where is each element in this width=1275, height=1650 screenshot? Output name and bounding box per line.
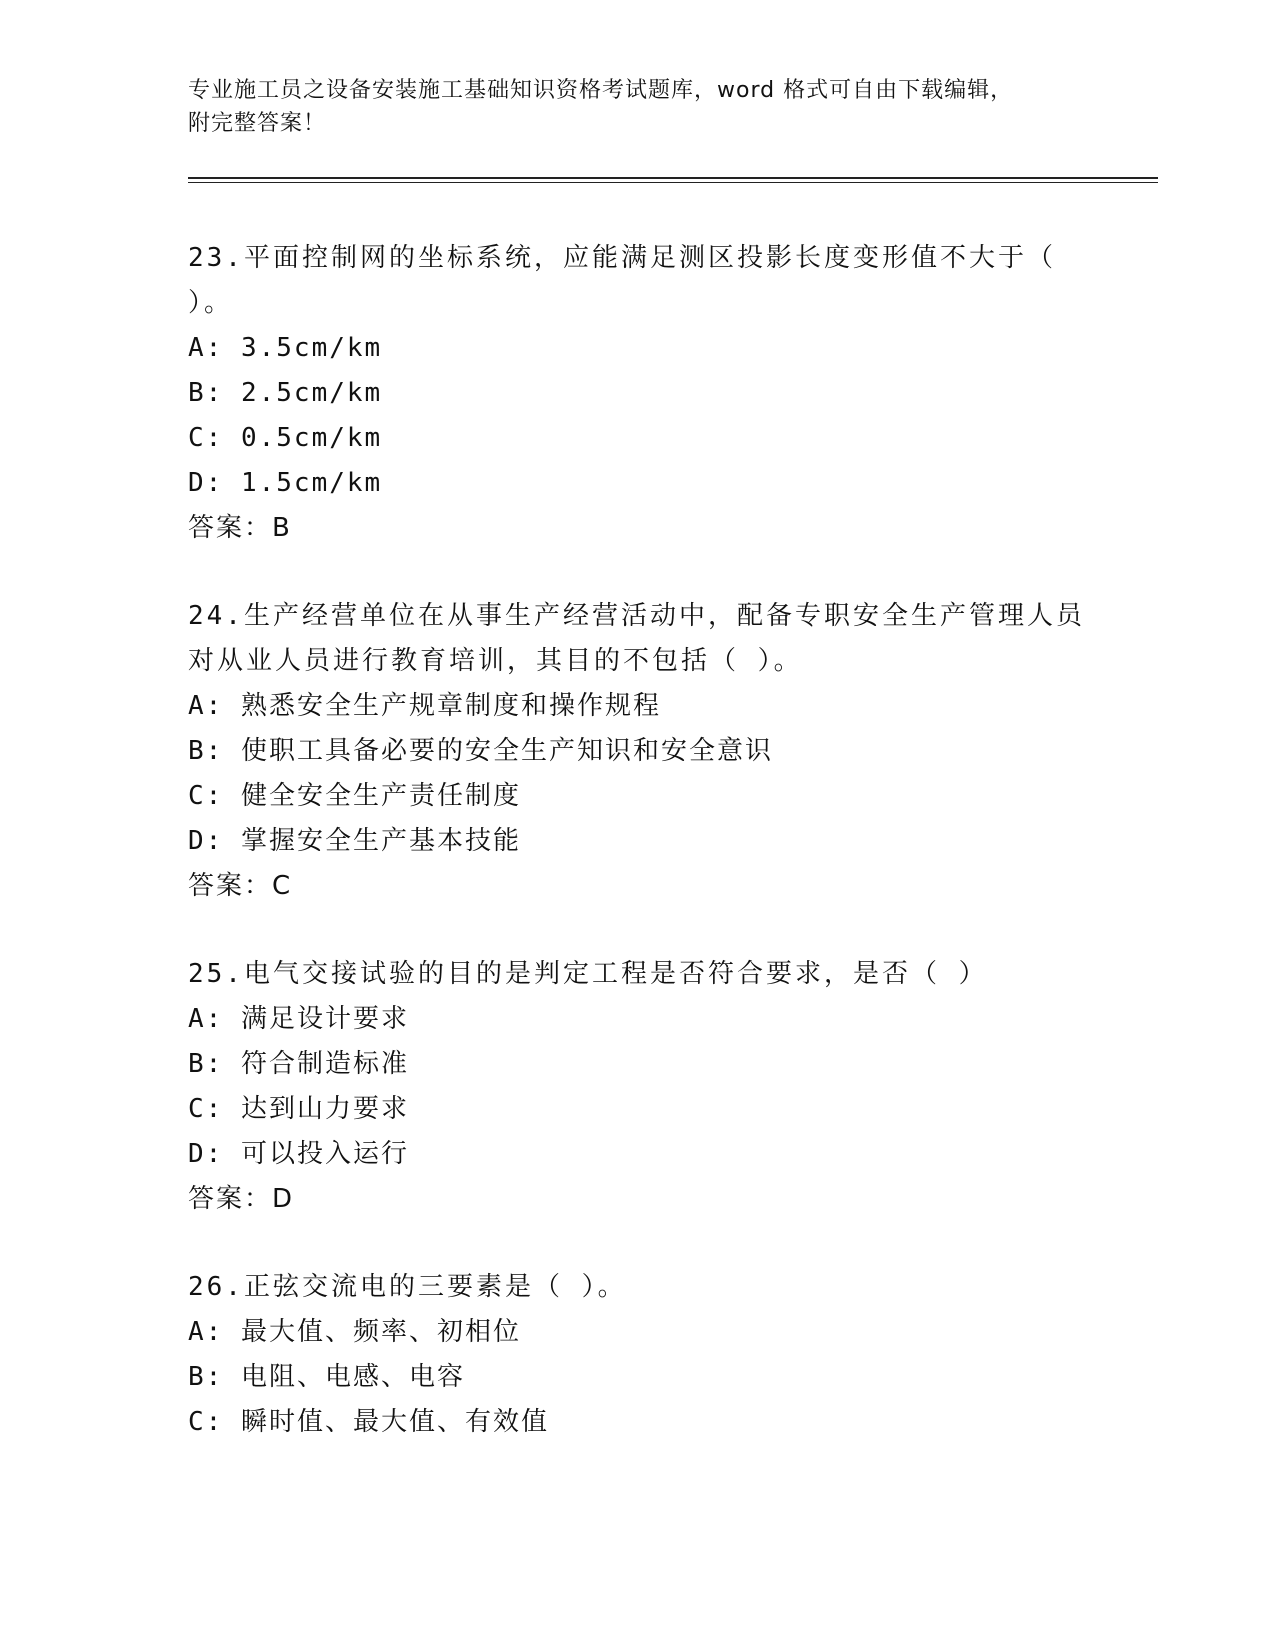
question-25	[188, 952, 1088, 1222]
option-b: B: 使职工具备必要的安全生产知识和安全意识	[188, 736, 773, 766]
option-a: A: 3.5cm/km	[188, 333, 383, 363]
option-a: A: 熟悉安全生产规章制度和操作规程	[188, 691, 661, 721]
option-b: B: 电阻、电感、电容	[188, 1362, 465, 1392]
header-divider-thin	[188, 182, 1158, 183]
option-c: C: 健全安全生产责任制度	[188, 781, 521, 811]
question-list	[188, 236, 1088, 1488]
question-stem: 26.正弦交流电的三要素是（ ）。	[188, 1272, 627, 1302]
question-stem: 24.生产经营单位在从事生产经营活动中，配备专职安全生产管理人员	[188, 601, 1085, 631]
option-c: C: 达到山力要求	[188, 1094, 409, 1124]
option-a: A: 满足设计要求	[188, 1004, 409, 1034]
option-b: B: 符合制造标准	[188, 1049, 409, 1079]
option-b: B: 2.5cm/km	[188, 378, 383, 408]
question-stem: 23.平面控制网的坐标系统，应能满足测区投影长度变形值不大于（	[188, 243, 1056, 273]
option-c: C: 0.5cm/km	[188, 423, 383, 453]
header-line-2: 附完整答案！	[188, 111, 327, 136]
header-divider-thick	[188, 177, 1158, 179]
question-stem: 25.电气交接试验的目的是判定工程是否符合要求，是否（ ）	[188, 959, 988, 989]
document-header	[188, 74, 1088, 140]
option-c: C: 瞬时值、最大值、有效值	[188, 1407, 549, 1437]
header-line-1: 专业施工员之设备安装施工基础知识资格考试题库，word 格式可自由下载编辑，	[188, 78, 1014, 103]
answer-line: 答案：D	[188, 1184, 295, 1214]
question-23	[188, 236, 1088, 551]
question-stem-continued: ）。	[188, 288, 234, 318]
question-26	[188, 1265, 1088, 1445]
option-a: A: 最大值、频率、初相位	[188, 1317, 521, 1347]
answer-line: 答案：B	[188, 513, 292, 543]
answer-line: 答案：C	[188, 871, 293, 901]
option-d: D: 掌握安全生产基本技能	[188, 826, 521, 856]
option-d: D: 1.5cm/km	[188, 468, 383, 498]
question-stem-continued: 对从业人员进行教育培训，其目的不包括（ ）。	[188, 646, 803, 676]
option-d: D: 可以投入运行	[188, 1139, 409, 1169]
question-24	[188, 594, 1088, 909]
